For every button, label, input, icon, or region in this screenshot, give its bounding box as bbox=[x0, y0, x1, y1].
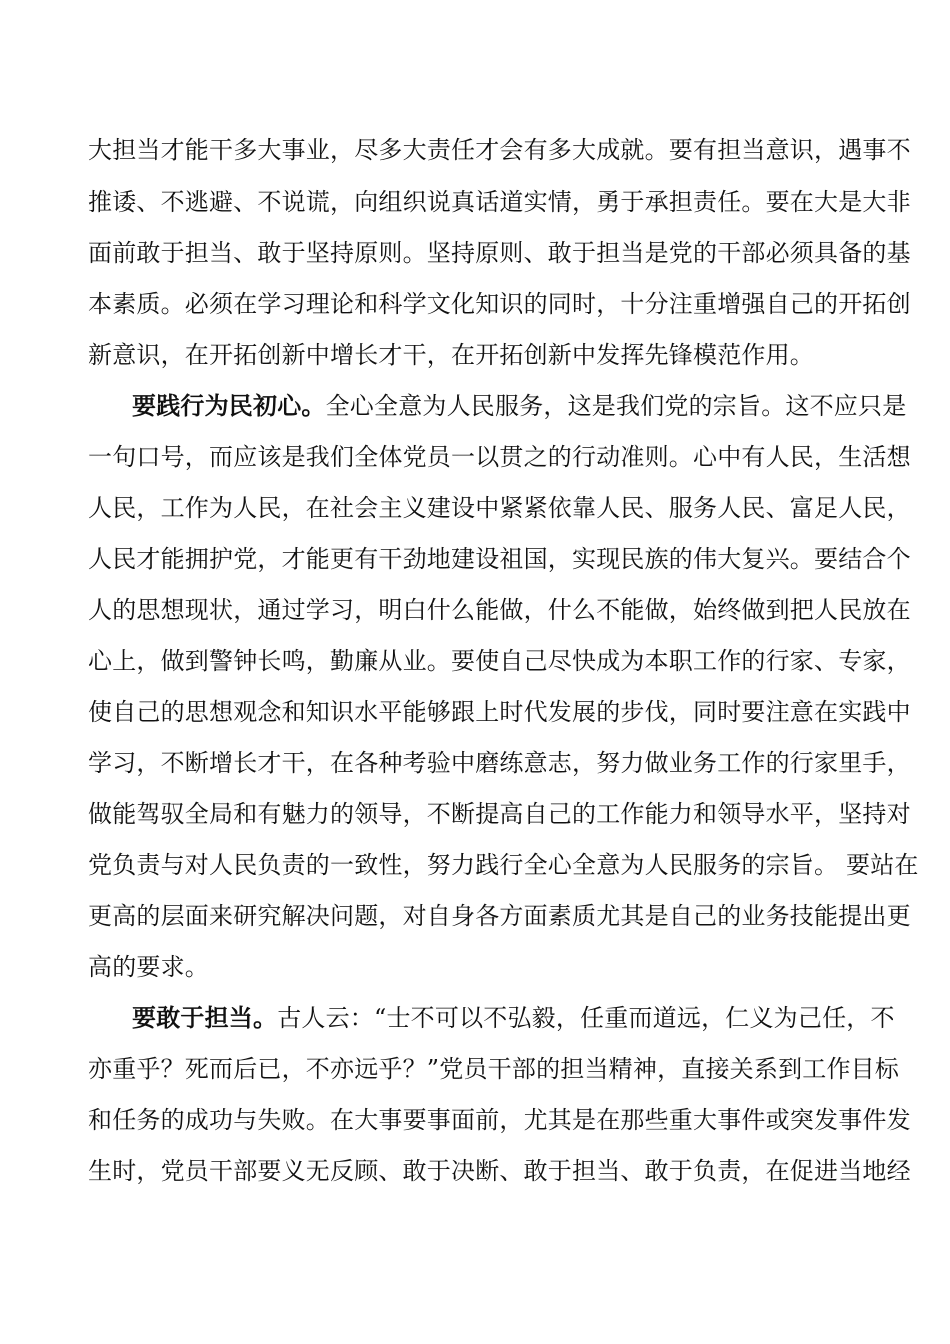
paragraph-2-line-12: 高的要求。 bbox=[88, 953, 209, 981]
paragraph-3-heading: 要敢于担当。 bbox=[132, 1004, 278, 1032]
paragraph-3-line-4: 生时，党员干部要义无反顾、敢于决断、敢于担当、敢于负责，在促进当地经 bbox=[88, 1157, 911, 1185]
paragraph-2-first-line bbox=[132, 390, 912, 422]
paragraph-1-line-2: 推诿、不逃避、不说谎，向组织说真话道实情，勇于承担责任。要在大是大非 bbox=[88, 188, 911, 216]
paragraph-2-line-5: 人的思想现状，通过学习，明白什么能做，什么不能做，始终做到把人民放在 bbox=[88, 596, 911, 624]
paragraph-1-line-4: 本素质。必须在学习理论和科学文化知识的同时，十分注重增强自己的开拓创 bbox=[88, 290, 911, 318]
paragraph-2-line-4: 人民才能拥护党，才能更有干劲地建设祖国，实现民族的伟大复兴。要结合个 bbox=[88, 545, 911, 573]
paragraph-3-line-2: 亦重乎？死而后已，不亦远乎？”党员干部的担当精神，直接关系到工作目标 bbox=[88, 1055, 900, 1083]
paragraph-2-line-8: 学习，不断增长才干，在各种考验中磨练意志，努力做业务工作的行家里手， bbox=[88, 749, 911, 777]
paragraph-1-line-3: 面前敢于担当、敢于坚持原则。坚持原则、敢于担当是党的干部必须具备的基 bbox=[88, 239, 911, 267]
paragraph-2-line-2: 一句口号，而应该是我们全体党员一以贯之的行动准则。心中有人民，生活想 bbox=[88, 443, 911, 471]
paragraph-3-line-3: 和任务的成功与失败。在大事要事面前，尤其是在那些重大事件或突发事件发 bbox=[88, 1106, 911, 1134]
paragraph-2-line-10: 党负责与对人民负责的一致性，努力践行全心全意为人民服务的宗旨。 要站在 bbox=[88, 851, 919, 879]
paragraph-2-line-7: 使自己的思想观念和知识水平能够跟上时代发展的步伐，同时要注意在实践中 bbox=[88, 698, 911, 726]
paragraph-2-first-line-text: 全心全意为人民服务，这是我们党的宗旨。这不应只是 bbox=[325, 392, 907, 420]
paragraph-3-first-line bbox=[132, 1002, 912, 1034]
paragraph-1-line-5: 新意识，在开拓创新中增长才干，在开拓创新中发挥先锋模范作用。 bbox=[88, 341, 814, 369]
paragraph-2-line-3: 人民，工作为人民，在社会主义建设中紧紧依靠人民、服务人民、富足人民， bbox=[88, 494, 911, 522]
paragraph-2-line-9: 做能驾驭全局和有魅力的领导，不断提高自己的工作能力和领导水平，坚持对 bbox=[88, 800, 911, 828]
paragraph-2-heading: 要践行为民初心。 bbox=[132, 392, 326, 420]
paragraph-2-line-6: 心上，做到警钟长鸣，勤廉从业。要使自己尽快成为本职工作的行家、专家， bbox=[88, 647, 911, 675]
paragraph-1-line-1: 大担当才能干多大事业，尽多大责任才会有多大成就。要有担当意识，遇事不 bbox=[88, 136, 911, 164]
paragraph-3-first-line-text: 古人云：“士不可以不弘毅，任重而道远，仁义为己任，不 bbox=[277, 1004, 895, 1032]
paragraph-2-line-11: 更高的层面来研究解决问题，对自身各方面素质尤其是自己的业务技能提出更 bbox=[88, 902, 911, 930]
